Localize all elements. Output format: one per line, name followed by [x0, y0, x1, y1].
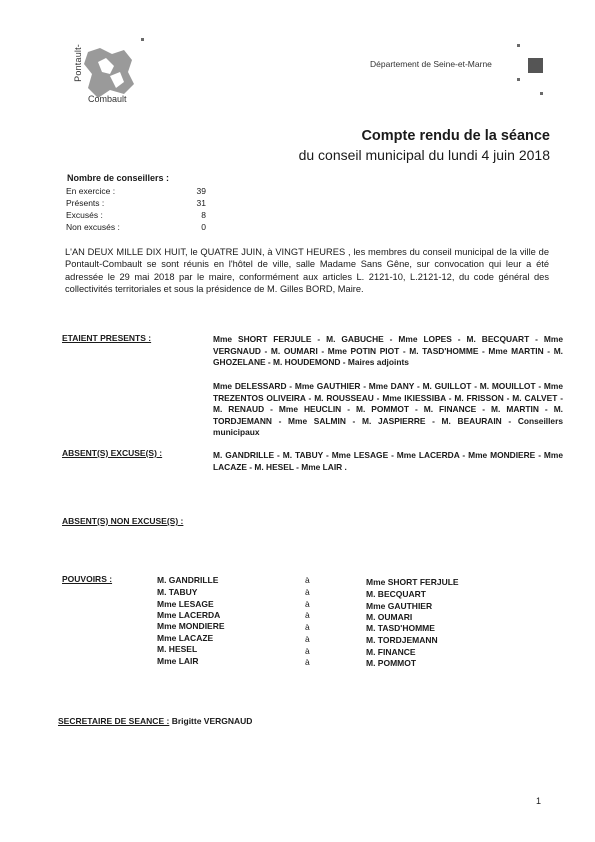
pouvoir-to: Mme SHORT FERJULE — [366, 577, 459, 587]
pouvoir-a: à — [305, 575, 310, 585]
pouvoir-from: Mme LACERDA — [157, 610, 221, 620]
stat-value: 8 — [201, 210, 206, 220]
pouvoir-to: M. TASD'HOMME — [366, 623, 435, 633]
logo-city-text: Combault — [88, 94, 127, 104]
stat-label: En exercice : — [66, 186, 116, 196]
non-excuses-label: ABSENT(S) NON EXCUSE(S) : — [62, 516, 184, 526]
document-title: Compte rendu de la séance — [361, 128, 550, 144]
intro-paragraph: L'AN DEUX MILLE DIX HUIT, le QUATRE JUIN, à VINGT HEURES , les membres du conseil municipal de la ville de Pontault-Combault se sont réunis en l'hôtel de ville, salle Madame Sans Gêne, sur convocation qui leur a été adressée le 29 mai 2018 par le maire, conformément aux articles L. 2121-10, L.2121-12, du code général des collectivités territoriales et sous la présidence de M. Gilles BORD, Maire. — [65, 247, 549, 294]
stat-row — [66, 222, 206, 232]
pouvoir-from: Mme LESAGE — [157, 599, 214, 609]
pouvoir-a: à — [305, 646, 310, 656]
pouvoir-a: à — [305, 634, 310, 644]
presents-adjoints: Mme SHORT FERJULE - M. GABUCHE - Mme LOPES - M. BECQUART - Mme VERGNAUD - M. OUMARI - Mme POTIN PIOT - M. TASD'HOMME - Mme MARTIN - M. GHOZELANE - M. HOUDEMOND - Maires adjoints — [213, 334, 563, 368]
pouvoir-to: Mme GAUTHIER — [366, 601, 433, 611]
pouvoir-a: à — [305, 622, 310, 632]
pouvoir-from: M. GANDRILLE — [157, 575, 219, 585]
stat-label: Non excusés : — [66, 222, 120, 232]
stat-value: 31 — [196, 198, 206, 208]
pouvoir-to: M. OUMARI — [366, 612, 413, 622]
pouvoir-from: M. TABUY — [157, 587, 198, 597]
stat-row — [66, 186, 206, 196]
secretaire-name: Brigitte VERGNAUD — [171, 716, 253, 726]
document-subtitle: du conseil municipal du lundi 4 juin 2018 — [298, 147, 550, 163]
stat-label: Excusés : — [66, 210, 103, 220]
decorative-square — [540, 92, 543, 95]
pouvoir-to: M. POMMOT — [366, 658, 417, 668]
logo-vertical-text: Pontault- — [73, 44, 83, 82]
pouvoir-to: M. FINANCE — [366, 647, 416, 657]
stat-value: 0 — [201, 222, 206, 232]
pouvoir-from: Mme LACAZE — [157, 633, 214, 643]
secretaire-label: SECRETAIRE DE SEANCE : — [58, 716, 170, 726]
stat-row — [66, 210, 206, 220]
presents-label: ETAIENT PRESENTS : — [62, 333, 152, 343]
pouvoir-from: Mme MONDIERE — [157, 621, 225, 631]
stat-value: 39 — [196, 186, 206, 196]
pouvoir-a: à — [305, 610, 310, 620]
page-number: 1 — [536, 796, 542, 806]
decorative-square — [141, 38, 144, 41]
stat-row — [66, 198, 206, 208]
stats-heading: Nombre de conseillers : — [67, 173, 170, 183]
stat-label: Présents : — [66, 198, 105, 208]
decorative-square — [517, 78, 520, 81]
department-header: Département de Seine-et-Marne — [370, 59, 492, 69]
excuses-label: ABSENT(S) EXCUSE(S) : — [62, 448, 163, 458]
pouvoirs-label: POUVOIRS : — [62, 574, 113, 584]
decorative-square — [528, 58, 543, 73]
pouvoir-a: à — [305, 587, 310, 597]
pouvoir-a: à — [305, 657, 310, 667]
secretaire-line — [58, 716, 252, 726]
pouvoir-a: à — [305, 599, 310, 609]
pouvoir-from: M. HESEL — [157, 644, 198, 654]
pouvoir-to: M. BECQUART — [366, 589, 426, 599]
decorative-square — [517, 44, 520, 47]
presents-conseillers: Mme DELESSARD - Mme GAUTHIER - Mme DANY - M. GUILLOT - M. MOUILLOT - Mme TREZENTOS OLIVEIRA - M. ROUSSEAU - Mme IKIESSIBA - M. FRISSON - M. CALVET - M. RENAUD - Mme HEUCLIN - M. POMMOT - M. FINANCE - M. MARTIN - M. TORDJEMANN - Mme SALMIN - M. JASPIERRE - M. BEAURAIN - Conseillers municipaux — [213, 381, 563, 438]
pouvoir-from: Mme LAIR — [157, 656, 199, 666]
pouvoir-to: M. TORDJEMANN — [366, 635, 438, 645]
excuses-list: M. GANDRILLE - M. TABUY - Mme LESAGE - Mme LACERDA - Mme MONDIERE - Mme LACAZE - M. HESEL - Mme LAIR . — [213, 450, 563, 472]
